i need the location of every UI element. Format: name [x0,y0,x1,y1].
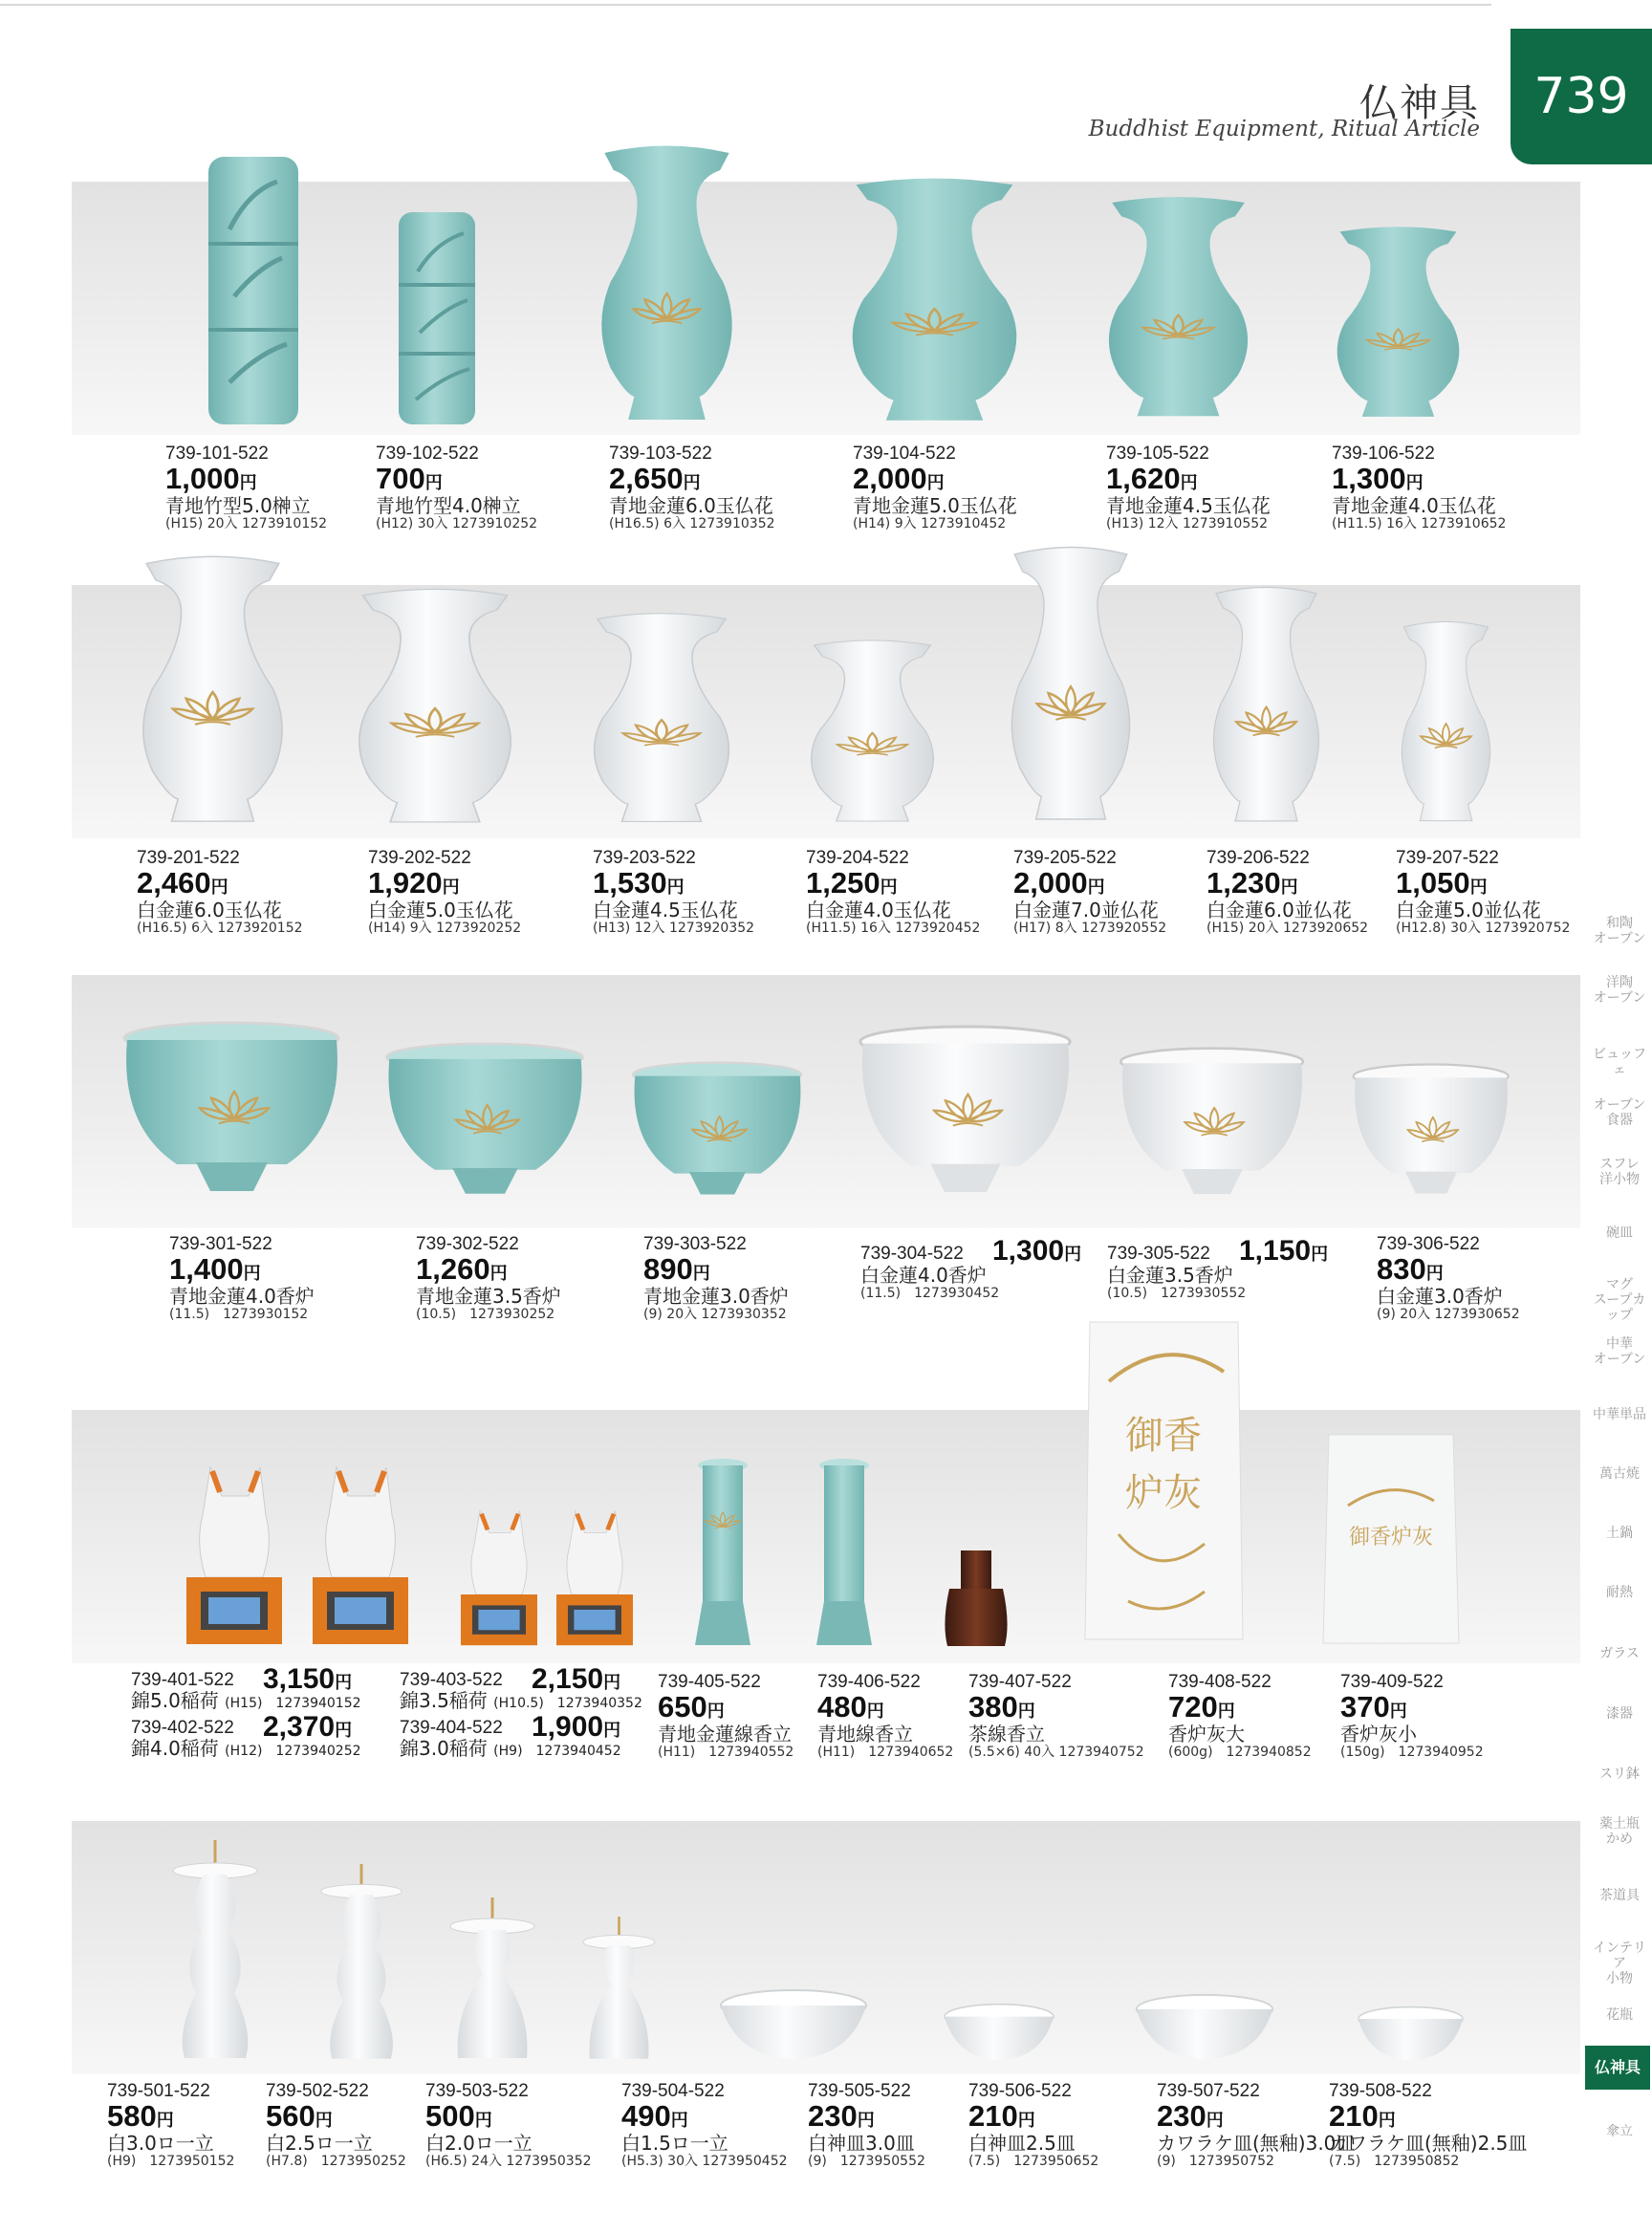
product-code: 739-502-522 [266,2081,369,2101]
product-meta: (H11.5) 16入 1273910652 [1332,516,1507,531]
product-name: 白金蓮5.0並仏花 [1396,899,1541,921]
product-name: 白金蓮3.5香炉 [1107,1264,1233,1287]
product-code: 739-206-522 [1206,848,1310,868]
product-name: 錦4.0稲荷 (H12) 1273940252 [131,1737,361,1760]
side-nav-item-mug[interactable]: マグ スープカップ [1593,1277,1646,1324]
product-name: 青地金蓮線香立 [658,1723,792,1745]
product-price: 720円 [1168,1690,1235,1724]
page-subtitle: Buddhist Equipment, Ritual Article [1088,117,1480,141]
product-image-739-302-522 [382,1042,588,1200]
product-caption [860,1245,999,1300]
product-name: 青地金蓮6.0玉仏花 [609,494,773,517]
product-meta: (H12) 30入 1273910252 [376,516,538,531]
product-image-739-206-522 [1206,581,1326,826]
product-image-739-408-522 [1080,1314,1248,1649]
product-name: 茶線香立 [968,1723,1045,1745]
product-image-739-404-522 [553,1504,637,1649]
product-name: 白金蓮4.0玉仏花 [806,899,951,921]
product-code: 739-205-522 [1013,848,1117,868]
product-code: 739-501-522 [107,2081,210,2101]
product-image-739-502-522 [315,1864,407,2065]
side-nav-item-vase[interactable]: 花瓶 [1606,2007,1633,2023]
side-nav-item-suribachi[interactable]: スリ鉢 [1599,1767,1640,1782]
product-image-739-407-522 [942,1547,1011,1648]
side-nav-item-souffle[interactable]: スフレ 洋小物 [1599,1157,1640,1188]
side-nav-item-tea-utensils[interactable]: 茶道具 [1599,1888,1640,1903]
ash-bag-large-label-1: 御香 [1125,1414,1202,1458]
product-image-739-202-522 [349,583,521,827]
product-price: 1,260円 [416,1252,508,1286]
product-image-739-401-522 [182,1458,287,1649]
product-caption [1206,849,1368,935]
product-price: 210円 [1329,2099,1396,2133]
product-meta: (H14) 9入 1273910452 [853,516,1007,531]
product-meta: (H13) 12入 1273910552 [1106,516,1269,531]
product-price: 1,620円 [1106,462,1198,495]
product-price: 1,150円 [1239,1235,1329,1267]
product-name: 白2.5ロ一立 [266,2132,373,2155]
product-caption [593,849,754,935]
product-price: 3,150円 [263,1663,353,1695]
product-caption [169,1235,315,1321]
product-price: 1,000円 [165,462,257,495]
product-image-739-104-522 [841,172,1028,425]
product-meta: (9) 1273950752 [1157,2154,1274,2169]
product-price: 1,250円 [806,866,898,900]
product-code: 739-305-522 [1107,1244,1210,1264]
product-image-739-101-522 [191,153,315,430]
product-code: 739-303-522 [643,1234,747,1254]
product-caption [137,849,303,935]
product-image-739-406-522 [815,1458,874,1649]
product-meta: (H6.5) 24入 1273950352 [425,2154,592,2169]
product-image-739-507-522 [1133,1993,1276,2065]
product-code: 739-204-522 [806,848,909,868]
product-caption [968,2082,1098,2168]
product-meta: (7.5) 1273950852 [1329,2154,1460,2169]
product-price: 380円 [968,1690,1035,1724]
product-code: 739-404-522 [400,1718,503,1738]
product-meta: (H12.8) 30入 1273920752 [1396,921,1571,936]
product-name: カワラケ皿(無釉)2.5皿 [1329,2132,1528,2155]
product-image-739-402-522 [308,1458,413,1649]
product-name: 錦3.0稲荷 (H9) 1273940452 [400,1737,621,1760]
product-price: 2,650円 [609,462,701,495]
product-price: 700円 [376,462,443,495]
product-price: 1,230円 [1206,866,1298,900]
product-code: 739-202-522 [368,848,471,868]
product-price: 230円 [808,2099,875,2133]
product-image-739-501-522 [167,1840,263,2065]
product-code: 739-503-522 [425,2081,529,2101]
product-name: 青地竹型4.0榊立 [376,494,521,517]
product-price: 210円 [968,2099,1035,2133]
product-meta: (H14) 9入 1273920252 [368,921,522,936]
product-price: 1,920円 [368,866,460,900]
product-caption [968,1673,1144,1759]
product-image-739-205-522 [1004,540,1138,825]
product-price: 370円 [1340,1690,1407,1724]
product-name: 白金蓮4.5玉仏花 [593,899,738,921]
product-code: 739-103-522 [609,444,712,464]
product-name: 錦5.0稲荷 (H15) 1273940152 [131,1689,361,1712]
product-caption [658,1673,793,1759]
product-code: 739-302-522 [416,1234,519,1254]
product-code: 739-104-522 [853,444,956,464]
product-image-739-203-522 [585,608,738,826]
side-nav-item-heatproof[interactable]: 耐熱 [1606,1585,1633,1600]
product-code: 739-405-522 [658,1672,761,1692]
product-meta: (H11) 1273940652 [817,1745,954,1760]
product-price: 2,460円 [137,866,228,900]
product-code: 739-301-522 [169,1234,272,1254]
top-rule [0,4,1491,6]
product-code: 739-508-522 [1329,2081,1432,2101]
product-caption [621,2082,788,2168]
ash-bag-small-label: 御香炉灰 [1348,1526,1434,1550]
product-price: 1,300円 [992,1235,1082,1267]
side-nav-item-donabe[interactable]: 土鍋 [1606,1526,1633,1541]
page-title: 仏神具 [1359,81,1480,125]
product-name: 青地線香立 [817,1723,913,1745]
product-caption [817,1673,953,1759]
product-meta: (H11) 1273940552 [658,1745,794,1760]
side-nav-item-chinese-oven[interactable]: 中華 オーブン [1593,1336,1646,1368]
product-caption [609,444,775,531]
product-image-739-504-522 [578,1917,660,2065]
product-meta: (5.5×6) 40入 1273940752 [968,1745,1144,1760]
product-image-739-303-522 [629,1061,806,1200]
product-caption [1329,2082,1527,2168]
product-price: 480円 [817,1690,884,1724]
product-meta: (9) 1273950552 [808,2154,925,2169]
product-caption [368,849,521,935]
product-name: 香炉灰小 [1340,1723,1417,1745]
product-code: 739-402-522 [131,1718,234,1738]
product-price: 490円 [621,2099,688,2133]
product-code: 739-403-522 [400,1670,503,1690]
page-number-tab: 739 [1511,29,1652,164]
product-price: 2,000円 [853,462,945,495]
product-caption [376,444,537,531]
product-meta: (9) 20入 1273930352 [643,1307,787,1322]
side-nav-item-wato-oven[interactable]: 和陶 オーブン [1593,916,1646,947]
product-name: 青地金蓮4.0香炉 [169,1285,315,1308]
product-caption [1396,849,1570,935]
product-name: 青地金蓮4.5玉仏花 [1106,494,1271,517]
side-nav-item-interior[interactable]: インテリア 小物 [1593,1940,1646,1987]
product-meta: (H11.5) 16入 1273920452 [806,921,981,936]
product-price: 1,300円 [1332,462,1424,495]
product-code: 739-105-522 [1106,444,1209,464]
product-price: 2,000円 [1013,866,1105,900]
side-nav-item-glass[interactable]: ガラス [1599,1646,1640,1661]
product-name: 白金蓮6.0並仏花 [1206,899,1352,921]
product-meta: (H5.3) 30入 1273950452 [621,2154,788,2169]
product-meta: (150g) 1273940952 [1340,1745,1484,1760]
product-caption [1332,444,1506,531]
product-code: 739-207-522 [1396,848,1499,868]
product-name: 青地金蓮3.0香炉 [643,1285,789,1308]
product-meta: (H9) 1273950152 [107,2154,235,2169]
product-meta: (600g) 1273940852 [1168,1745,1312,1760]
product-caption [107,2082,234,2168]
product-caption [1168,1673,1312,1759]
product-caption [1377,1235,1520,1321]
product-code: 739-407-522 [968,1672,1072,1692]
product-meta: (H16.5) 6入 1273920152 [137,921,303,936]
product-price: 1,050円 [1396,866,1488,900]
product-caption [425,2082,592,2168]
product-code: 739-106-522 [1332,444,1435,464]
product-image-739-201-522 [134,550,292,827]
product-name: 青地竹型5.0榊立 [165,494,311,517]
product-caption [1013,849,1166,935]
product-name: 青地金蓮5.0玉仏花 [853,494,1017,517]
product-caption [266,2082,406,2168]
product-name: 白神皿2.5皿 [968,2132,1076,2155]
product-image-739-409-522 [1319,1429,1463,1647]
product-image-739-304-522 [856,1025,1076,1199]
product-name: 白金蓮4.0香炉 [860,1264,987,1287]
side-nav-item-yoto-oven[interactable]: 洋陶 オーブン [1593,975,1646,1007]
product-image-739-106-522 [1329,222,1467,421]
product-price: 560円 [266,2099,333,2133]
product-price: 830円 [1377,1252,1444,1286]
product-name: 白1.5ロ一立 [621,2132,728,2155]
product-image-739-508-522 [1356,2005,1466,2065]
product-code: 739-507-522 [1157,2081,1260,2101]
product-code: 739-406-522 [817,1672,921,1692]
product-image-739-403-522 [457,1504,541,1649]
product-meta: (10.5) 1273930552 [1107,1286,1247,1301]
product-name: 白金蓮7.0並仏花 [1013,899,1159,921]
product-meta: (7.5) 1273950652 [968,2154,1099,2169]
product-caption [1157,2082,1355,2168]
product-image-739-207-522 [1396,617,1496,825]
product-price: 230円 [1157,2099,1224,2133]
product-price: 1,900円 [532,1711,621,1743]
product-image-739-301-522 [120,1021,344,1198]
product-code: 739-203-522 [593,848,696,868]
product-name: 白金蓮5.0玉仏花 [368,899,513,921]
product-code: 739-505-522 [808,2081,911,2101]
side-nav-item-oven-ware[interactable]: オーブン 食器 [1593,1097,1646,1129]
product-code: 739-304-522 [860,1244,964,1264]
product-image-739-505-522 [717,1988,870,2065]
product-meta: (10.5) 1273930252 [416,1307,555,1322]
side-nav-item-umbrella-stand[interactable]: 傘立 [1606,2124,1633,2139]
product-meta: (H16.5) 6入 1273910352 [609,516,775,531]
product-image-739-103-522 [593,139,741,425]
product-caption [808,2082,925,2168]
product-image-739-305-522 [1117,1047,1308,1200]
product-name: 白神皿3.0皿 [808,2132,915,2155]
product-code: 739-506-522 [968,2081,1072,2101]
product-price: 650円 [658,1690,725,1724]
product-code: 739-101-522 [165,444,269,464]
product-code: 739-504-522 [621,2081,725,2101]
side-nav-item-buddhist[interactable]: 仏神具 [1585,2046,1650,2090]
product-code: 739-102-522 [376,444,479,464]
product-image-739-503-522 [445,1897,540,2065]
product-caption [165,444,327,531]
product-price: 2,370円 [263,1711,353,1743]
product-name: 錦3.5稲荷 (H10.5) 1273940352 [400,1689,642,1712]
product-image-739-102-522 [387,208,488,430]
product-name: 白金蓮3.0香炉 [1377,1285,1503,1308]
side-nav-item-buffet[interactable]: ビュッフェ [1593,1047,1646,1078]
product-meta: (11.5) 1273930452 [860,1286,1000,1301]
product-code: 739-409-522 [1340,1672,1444,1692]
product-caption [416,1235,561,1321]
side-nav-item-lacquer[interactable]: 漆器 [1606,1706,1633,1722]
product-meta: (H7.8) 1273950252 [266,2154,406,2169]
product-code: 739-408-522 [1168,1672,1272,1692]
product-meta: (H13) 12入 1273920352 [593,921,755,936]
product-caption [643,1235,789,1321]
product-name: 白2.0ロ一立 [425,2132,533,2155]
product-price: 890円 [643,1252,710,1286]
product-image-739-105-522 [1099,191,1257,421]
product-caption [853,444,1017,531]
product-image-739-306-522 [1350,1063,1512,1199]
product-caption [1106,444,1271,531]
product-price: 1,530円 [593,866,685,900]
product-meta: (9) 20入 1273930652 [1377,1307,1520,1322]
product-price: 2,150円 [532,1663,621,1695]
product-name: 白3.0ロ一立 [107,2132,214,2155]
side-nav-item-kettle-jar[interactable]: 薬土瓶 かめ [1599,1816,1640,1848]
product-caption [806,849,980,935]
side-nav-item-banko[interactable]: 萬古焼 [1599,1466,1640,1482]
product-name: 青地金蓮3.5香炉 [416,1285,561,1308]
product-meta: (H17) 8入 1273920552 [1013,921,1167,936]
product-name: カワラケ皿(無釉)3.0皿 [1157,2132,1356,2155]
product-caption [1340,1673,1484,1759]
product-name: 青地金蓮4.0玉仏花 [1332,494,1496,517]
product-name: 香炉灰大 [1168,1723,1245,1745]
product-price: 580円 [107,2099,174,2133]
product-code: 739-306-522 [1377,1234,1480,1254]
product-code: 739-401-522 [131,1670,234,1690]
product-name: 白金蓮6.0玉仏花 [137,899,282,921]
product-meta: (H15) 20入 1273910152 [165,516,328,531]
product-price: 1,400円 [169,1252,261,1286]
product-meta: (11.5) 1273930152 [169,1307,309,1322]
product-caption [1107,1245,1246,1300]
product-image-739-204-522 [803,636,942,825]
product-image-739-506-522 [942,2003,1056,2065]
product-meta: (H15) 20入 1273920652 [1206,921,1369,936]
side-nav-item-chinese-single[interactable]: 中華単品 [1593,1407,1646,1422]
side-nav-item-cup-saucer[interactable]: 碗皿 [1606,1225,1633,1241]
product-code: 739-201-522 [137,848,240,868]
product-price: 500円 [425,2099,492,2133]
ash-bag-large-label-2: 炉灰 [1125,1471,1202,1515]
product-image-739-405-522 [693,1458,752,1649]
